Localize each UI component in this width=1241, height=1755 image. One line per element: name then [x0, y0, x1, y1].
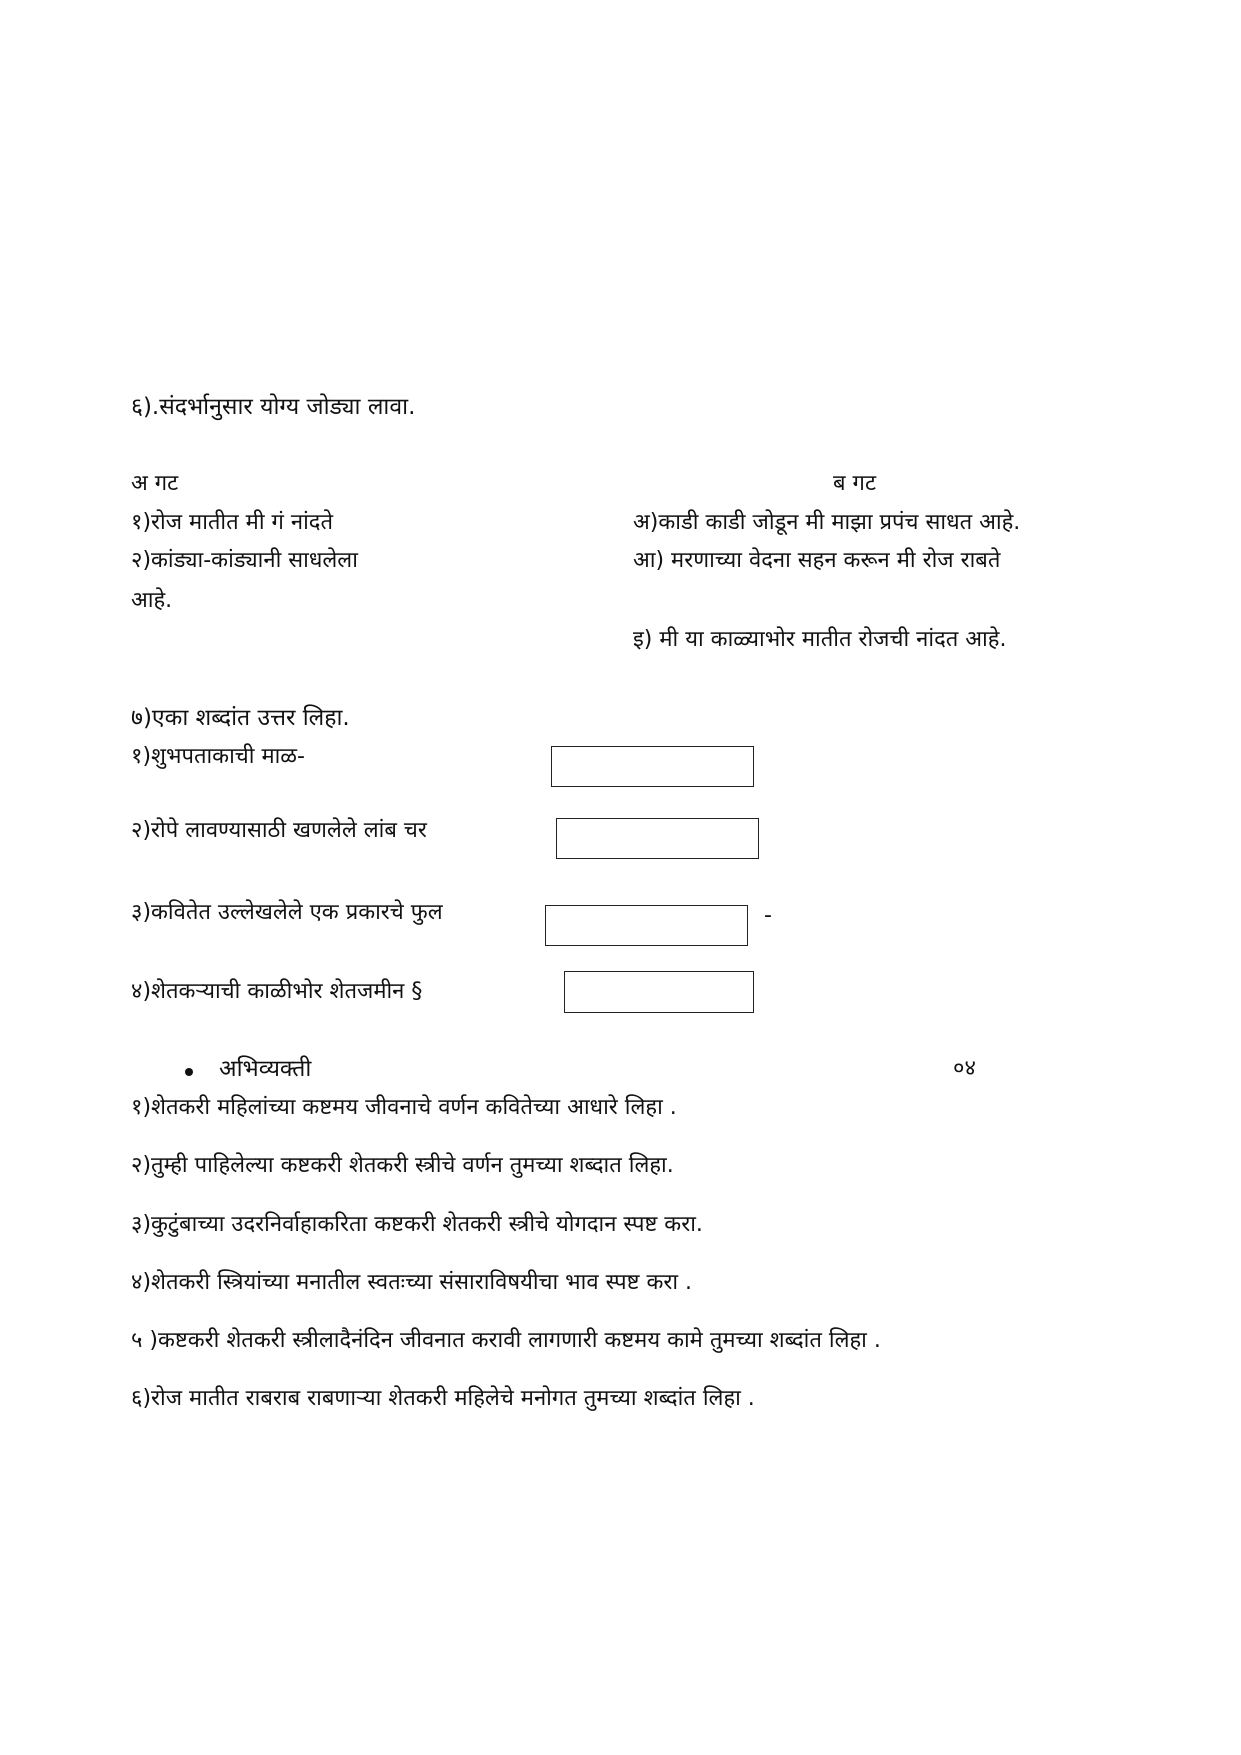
- expression-q3: ३)कुटुंबाच्या उदरनिर्वाहाकरिता कष्टकरी शेतकरी स्त्रीचे योगदान स्पष्ट करा.: [131, 1212, 703, 1237]
- expression-marks: ०४: [953, 1056, 976, 1081]
- group-b-item-aa: आ) मरणाच्या वेदना सहन करून मी रोज राबते: [633, 548, 1001, 573]
- group-b-item-i: इ) मी या काळ्याभोर मातीत रोजची नांदत आहे.: [633, 627, 1007, 652]
- answer-box-2[interactable]: [556, 818, 759, 859]
- answer-box-3[interactable]: [545, 905, 748, 946]
- section6-title: ६).संदर्भानुसार योग्य जोड्या लावा.: [131, 394, 416, 420]
- group-b-header: ब गट: [833, 471, 877, 496]
- section7-title: ७)एका शब्दांत उत्तर लिहा.: [131, 705, 350, 731]
- answer-dash: -: [764, 903, 772, 928]
- group-a-item-2-cont: आहे.: [131, 588, 173, 613]
- group-a-item-1: १)रोज मातीत मी गं नांदते: [131, 510, 334, 535]
- one-word-q2: २)रोपे लावण्यासाठी खणलेले लांब चर: [131, 818, 427, 843]
- expression-q2: २)तुम्ही पाहिलेल्या कष्टकरी शेतकरी स्त्रीचे वर्णन तुमच्या शब्दात लिहा.: [131, 1153, 674, 1178]
- expression-q5: ५ )कष्टकरी शेतकरी स्त्रीलादैनंदिन जीवनात करावी लागणारी कष्टमय कामे तुमच्या शब्दांत लिहा .: [131, 1328, 881, 1353]
- group-a-item-2: २)कांड्या-कांड्यानी साधलेला: [131, 548, 358, 573]
- one-word-q1: १)शुभपताकाची माळ-: [131, 744, 305, 769]
- group-b-item-a: अ)काडी काडी जोडून मी माझा प्रपंच साधत आहे.: [633, 510, 1021, 535]
- one-word-q4: ४)शेतकऱ्याची काळीभोर शेतजमीन §: [131, 979, 423, 1004]
- expression-title: अभिव्यक्ती: [219, 1056, 312, 1082]
- expression-q6: ६)रोज मातीत राबराब राबणाऱ्या शेतकरी महिलेचे मनोगत तुमच्या शब्दांत लिहा .: [131, 1386, 755, 1411]
- one-word-q3: ३)कवितेत उल्लेखलेले एक प्रकारचे फुल: [131, 900, 443, 925]
- answer-box-4[interactable]: [564, 971, 754, 1013]
- answer-box-1[interactable]: [551, 746, 754, 787]
- expression-q4: ४)शेतकरी स्त्रियांच्या मनातील स्वतःच्या संसाराविषयीचा भाव स्पष्ट करा .: [131, 1270, 693, 1295]
- expression-q1: १)शेतकरी महिलांच्या कष्टमय जीवनाचे वर्णन कवितेच्या आधारे लिहा .: [131, 1095, 677, 1120]
- bullet-icon: [185, 1068, 193, 1076]
- group-a-header: अ गट: [131, 471, 179, 496]
